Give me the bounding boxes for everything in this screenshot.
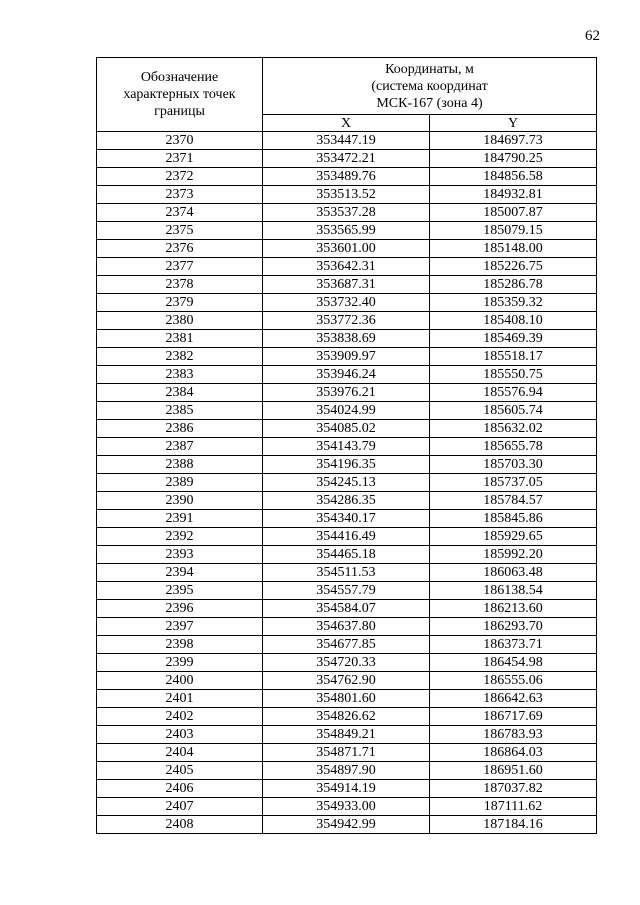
header-coordinates-line1: Координаты, м (385, 62, 474, 77)
table-row (97, 438, 597, 456)
y-coordinate-cell: 185576.94 (430, 384, 597, 402)
table-row (97, 366, 597, 384)
x-coordinate-cell: 354245.13 (263, 474, 430, 492)
table-row (97, 348, 597, 366)
table-row (97, 186, 597, 204)
y-coordinate-cell: 186717.69 (430, 708, 597, 726)
table-row (97, 654, 597, 672)
x-coordinate-cell: 353909.97 (263, 348, 430, 366)
table-row (97, 384, 597, 402)
x-coordinate-cell: 354942.99 (263, 816, 430, 834)
x-coordinate-cell: 354024.99 (263, 402, 430, 420)
y-coordinate-cell: 186642.63 (430, 690, 597, 708)
table-row (97, 132, 597, 150)
x-coordinate-cell: 353537.28 (263, 204, 430, 222)
x-coordinate-cell: 354511.53 (263, 564, 430, 582)
y-coordinate-cell: 184932.81 (430, 186, 597, 204)
point-id-cell: 2382 (97, 348, 263, 366)
x-coordinate-cell: 354557.79 (263, 582, 430, 600)
point-id-cell: 2401 (97, 690, 263, 708)
table-row (97, 762, 597, 780)
header-coordinates-line2: (система координат (371, 79, 488, 94)
table-row (97, 294, 597, 312)
table-row (97, 402, 597, 420)
table-row (97, 510, 597, 528)
point-id-cell: 2390 (97, 492, 263, 510)
x-coordinate-cell: 354849.21 (263, 726, 430, 744)
point-id-cell: 2394 (97, 564, 263, 582)
table-row (97, 690, 597, 708)
point-id-cell: 2388 (97, 456, 263, 474)
table-row (97, 672, 597, 690)
x-coordinate-cell: 354143.79 (263, 438, 430, 456)
point-id-cell: 2374 (97, 204, 263, 222)
y-coordinate-cell: 185226.75 (430, 258, 597, 276)
table-row (97, 168, 597, 186)
x-coordinate-cell: 354933.00 (263, 798, 430, 816)
table-row (97, 312, 597, 330)
x-coordinate-cell: 354340.17 (263, 510, 430, 528)
coordinates-table (96, 57, 597, 834)
table-row (97, 816, 597, 834)
y-coordinate-cell: 184790.25 (430, 150, 597, 168)
table-row (97, 600, 597, 618)
y-coordinate-cell: 186293.70 (430, 618, 597, 636)
y-coordinate-cell: 185605.74 (430, 402, 597, 420)
y-coordinate-cell: 186063.48 (430, 564, 597, 582)
y-coordinate-cell: 185007.87 (430, 204, 597, 222)
point-id-cell: 2393 (97, 546, 263, 564)
x-coordinate-cell: 353732.40 (263, 294, 430, 312)
y-coordinate-cell: 185929.65 (430, 528, 597, 546)
table-row (97, 780, 597, 798)
table-row (97, 276, 597, 294)
point-id-cell: 2373 (97, 186, 263, 204)
header-point-designation: Обозначение характерных точек границы (97, 58, 263, 132)
y-coordinate-cell: 185518.17 (430, 348, 597, 366)
x-coordinate-cell: 354465.18 (263, 546, 430, 564)
point-id-cell: 2377 (97, 258, 263, 276)
point-id-cell: 2403 (97, 726, 263, 744)
table-body (97, 132, 597, 834)
y-coordinate-cell: 186783.93 (430, 726, 597, 744)
y-coordinate-cell: 185703.30 (430, 456, 597, 474)
table-row (97, 528, 597, 546)
y-coordinate-cell: 186555.06 (430, 672, 597, 690)
point-id-cell: 2395 (97, 582, 263, 600)
x-coordinate-cell: 354914.19 (263, 780, 430, 798)
table-row (97, 456, 597, 474)
y-coordinate-cell: 184856.58 (430, 168, 597, 186)
y-coordinate-cell: 185550.75 (430, 366, 597, 384)
table-row (97, 204, 597, 222)
y-coordinate-cell: 185655.78 (430, 438, 597, 456)
point-id-cell: 2405 (97, 762, 263, 780)
y-coordinate-cell: 187111.62 (430, 798, 597, 816)
x-coordinate-cell: 353946.24 (263, 366, 430, 384)
table-row (97, 708, 597, 726)
point-id-cell: 2371 (97, 150, 263, 168)
y-coordinate-cell: 186864.03 (430, 744, 597, 762)
table-row (97, 618, 597, 636)
table-row (97, 150, 597, 168)
point-id-cell: 2385 (97, 402, 263, 420)
point-id-cell: 2383 (97, 366, 263, 384)
point-id-cell: 2408 (97, 816, 263, 834)
y-coordinate-cell: 185784.57 (430, 492, 597, 510)
point-id-cell: 2392 (97, 528, 263, 546)
table-row (97, 744, 597, 762)
table-row (97, 240, 597, 258)
x-coordinate-cell: 354762.90 (263, 672, 430, 690)
x-coordinate-cell: 354416.49 (263, 528, 430, 546)
y-coordinate-cell: 187184.16 (430, 816, 597, 834)
table-row (97, 420, 597, 438)
x-coordinate-cell: 354196.35 (263, 456, 430, 474)
table-row (97, 258, 597, 276)
point-id-cell: 2407 (97, 798, 263, 816)
y-coordinate-cell: 185408.10 (430, 312, 597, 330)
x-coordinate-cell: 353601.00 (263, 240, 430, 258)
point-id-cell: 2372 (97, 168, 263, 186)
header-coordinates-line3: МСК-167 (зона 4) (376, 96, 483, 111)
x-coordinate-cell: 354897.90 (263, 762, 430, 780)
y-coordinate-cell: 185359.32 (430, 294, 597, 312)
x-coordinate-cell: 354801.60 (263, 690, 430, 708)
y-coordinate-cell: 186454.98 (430, 654, 597, 672)
x-coordinate-cell: 354637.80 (263, 618, 430, 636)
table-row (97, 798, 597, 816)
header-x: X (263, 115, 430, 132)
point-id-cell: 2384 (97, 384, 263, 402)
x-coordinate-cell: 354085.02 (263, 420, 430, 438)
y-coordinate-cell: 186951.60 (430, 762, 597, 780)
point-id-cell: 2406 (97, 780, 263, 798)
point-id-cell: 2375 (97, 222, 263, 240)
y-coordinate-cell: 185079.15 (430, 222, 597, 240)
x-coordinate-cell: 353642.31 (263, 258, 430, 276)
y-coordinate-cell: 185469.39 (430, 330, 597, 348)
header-y: Y (430, 115, 597, 132)
y-coordinate-cell: 184697.73 (430, 132, 597, 150)
point-id-cell: 2389 (97, 474, 263, 492)
x-coordinate-cell: 353687.31 (263, 276, 430, 294)
table-header (97, 58, 597, 132)
header-coordinates (263, 58, 597, 115)
page-number: 62 (585, 28, 600, 44)
point-id-cell: 2397 (97, 618, 263, 636)
point-id-cell: 2399 (97, 654, 263, 672)
point-id-cell: 2379 (97, 294, 263, 312)
point-id-cell: 2404 (97, 744, 263, 762)
point-id-cell: 2387 (97, 438, 263, 456)
y-coordinate-cell: 185737.05 (430, 474, 597, 492)
x-coordinate-cell: 354584.07 (263, 600, 430, 618)
x-coordinate-cell: 353772.36 (263, 312, 430, 330)
table-row (97, 582, 597, 600)
y-coordinate-cell: 186213.60 (430, 600, 597, 618)
y-coordinate-cell: 185845.86 (430, 510, 597, 528)
table-row (97, 726, 597, 744)
x-coordinate-cell: 354286.35 (263, 492, 430, 510)
table-row (97, 546, 597, 564)
table-row (97, 474, 597, 492)
point-id-cell: 2400 (97, 672, 263, 690)
x-coordinate-cell: 354871.71 (263, 744, 430, 762)
point-id-cell: 2386 (97, 420, 263, 438)
table-row (97, 222, 597, 240)
y-coordinate-cell: 187037.82 (430, 780, 597, 798)
point-id-cell: 2381 (97, 330, 263, 348)
table-row (97, 564, 597, 582)
y-coordinate-cell: 185992.20 (430, 546, 597, 564)
table-row (97, 330, 597, 348)
y-coordinate-cell: 185632.02 (430, 420, 597, 438)
point-id-cell: 2376 (97, 240, 263, 258)
point-id-cell: 2370 (97, 132, 263, 150)
x-coordinate-cell: 353489.76 (263, 168, 430, 186)
y-coordinate-cell: 185148.00 (430, 240, 597, 258)
table-row (97, 636, 597, 654)
x-coordinate-cell: 354677.85 (263, 636, 430, 654)
y-coordinate-cell: 186138.54 (430, 582, 597, 600)
point-id-cell: 2396 (97, 600, 263, 618)
point-id-cell: 2391 (97, 510, 263, 528)
point-id-cell: 2380 (97, 312, 263, 330)
x-coordinate-cell: 354720.33 (263, 654, 430, 672)
x-coordinate-cell: 353513.52 (263, 186, 430, 204)
point-id-cell: 2398 (97, 636, 263, 654)
table-row (97, 492, 597, 510)
x-coordinate-cell: 353472.21 (263, 150, 430, 168)
y-coordinate-cell: 185286.78 (430, 276, 597, 294)
x-coordinate-cell: 353838.69 (263, 330, 430, 348)
x-coordinate-cell: 353565.99 (263, 222, 430, 240)
point-id-cell: 2378 (97, 276, 263, 294)
x-coordinate-cell: 354826.62 (263, 708, 430, 726)
x-coordinate-cell: 353447.19 (263, 132, 430, 150)
y-coordinate-cell: 186373.71 (430, 636, 597, 654)
point-id-cell: 2402 (97, 708, 263, 726)
x-coordinate-cell: 353976.21 (263, 384, 430, 402)
